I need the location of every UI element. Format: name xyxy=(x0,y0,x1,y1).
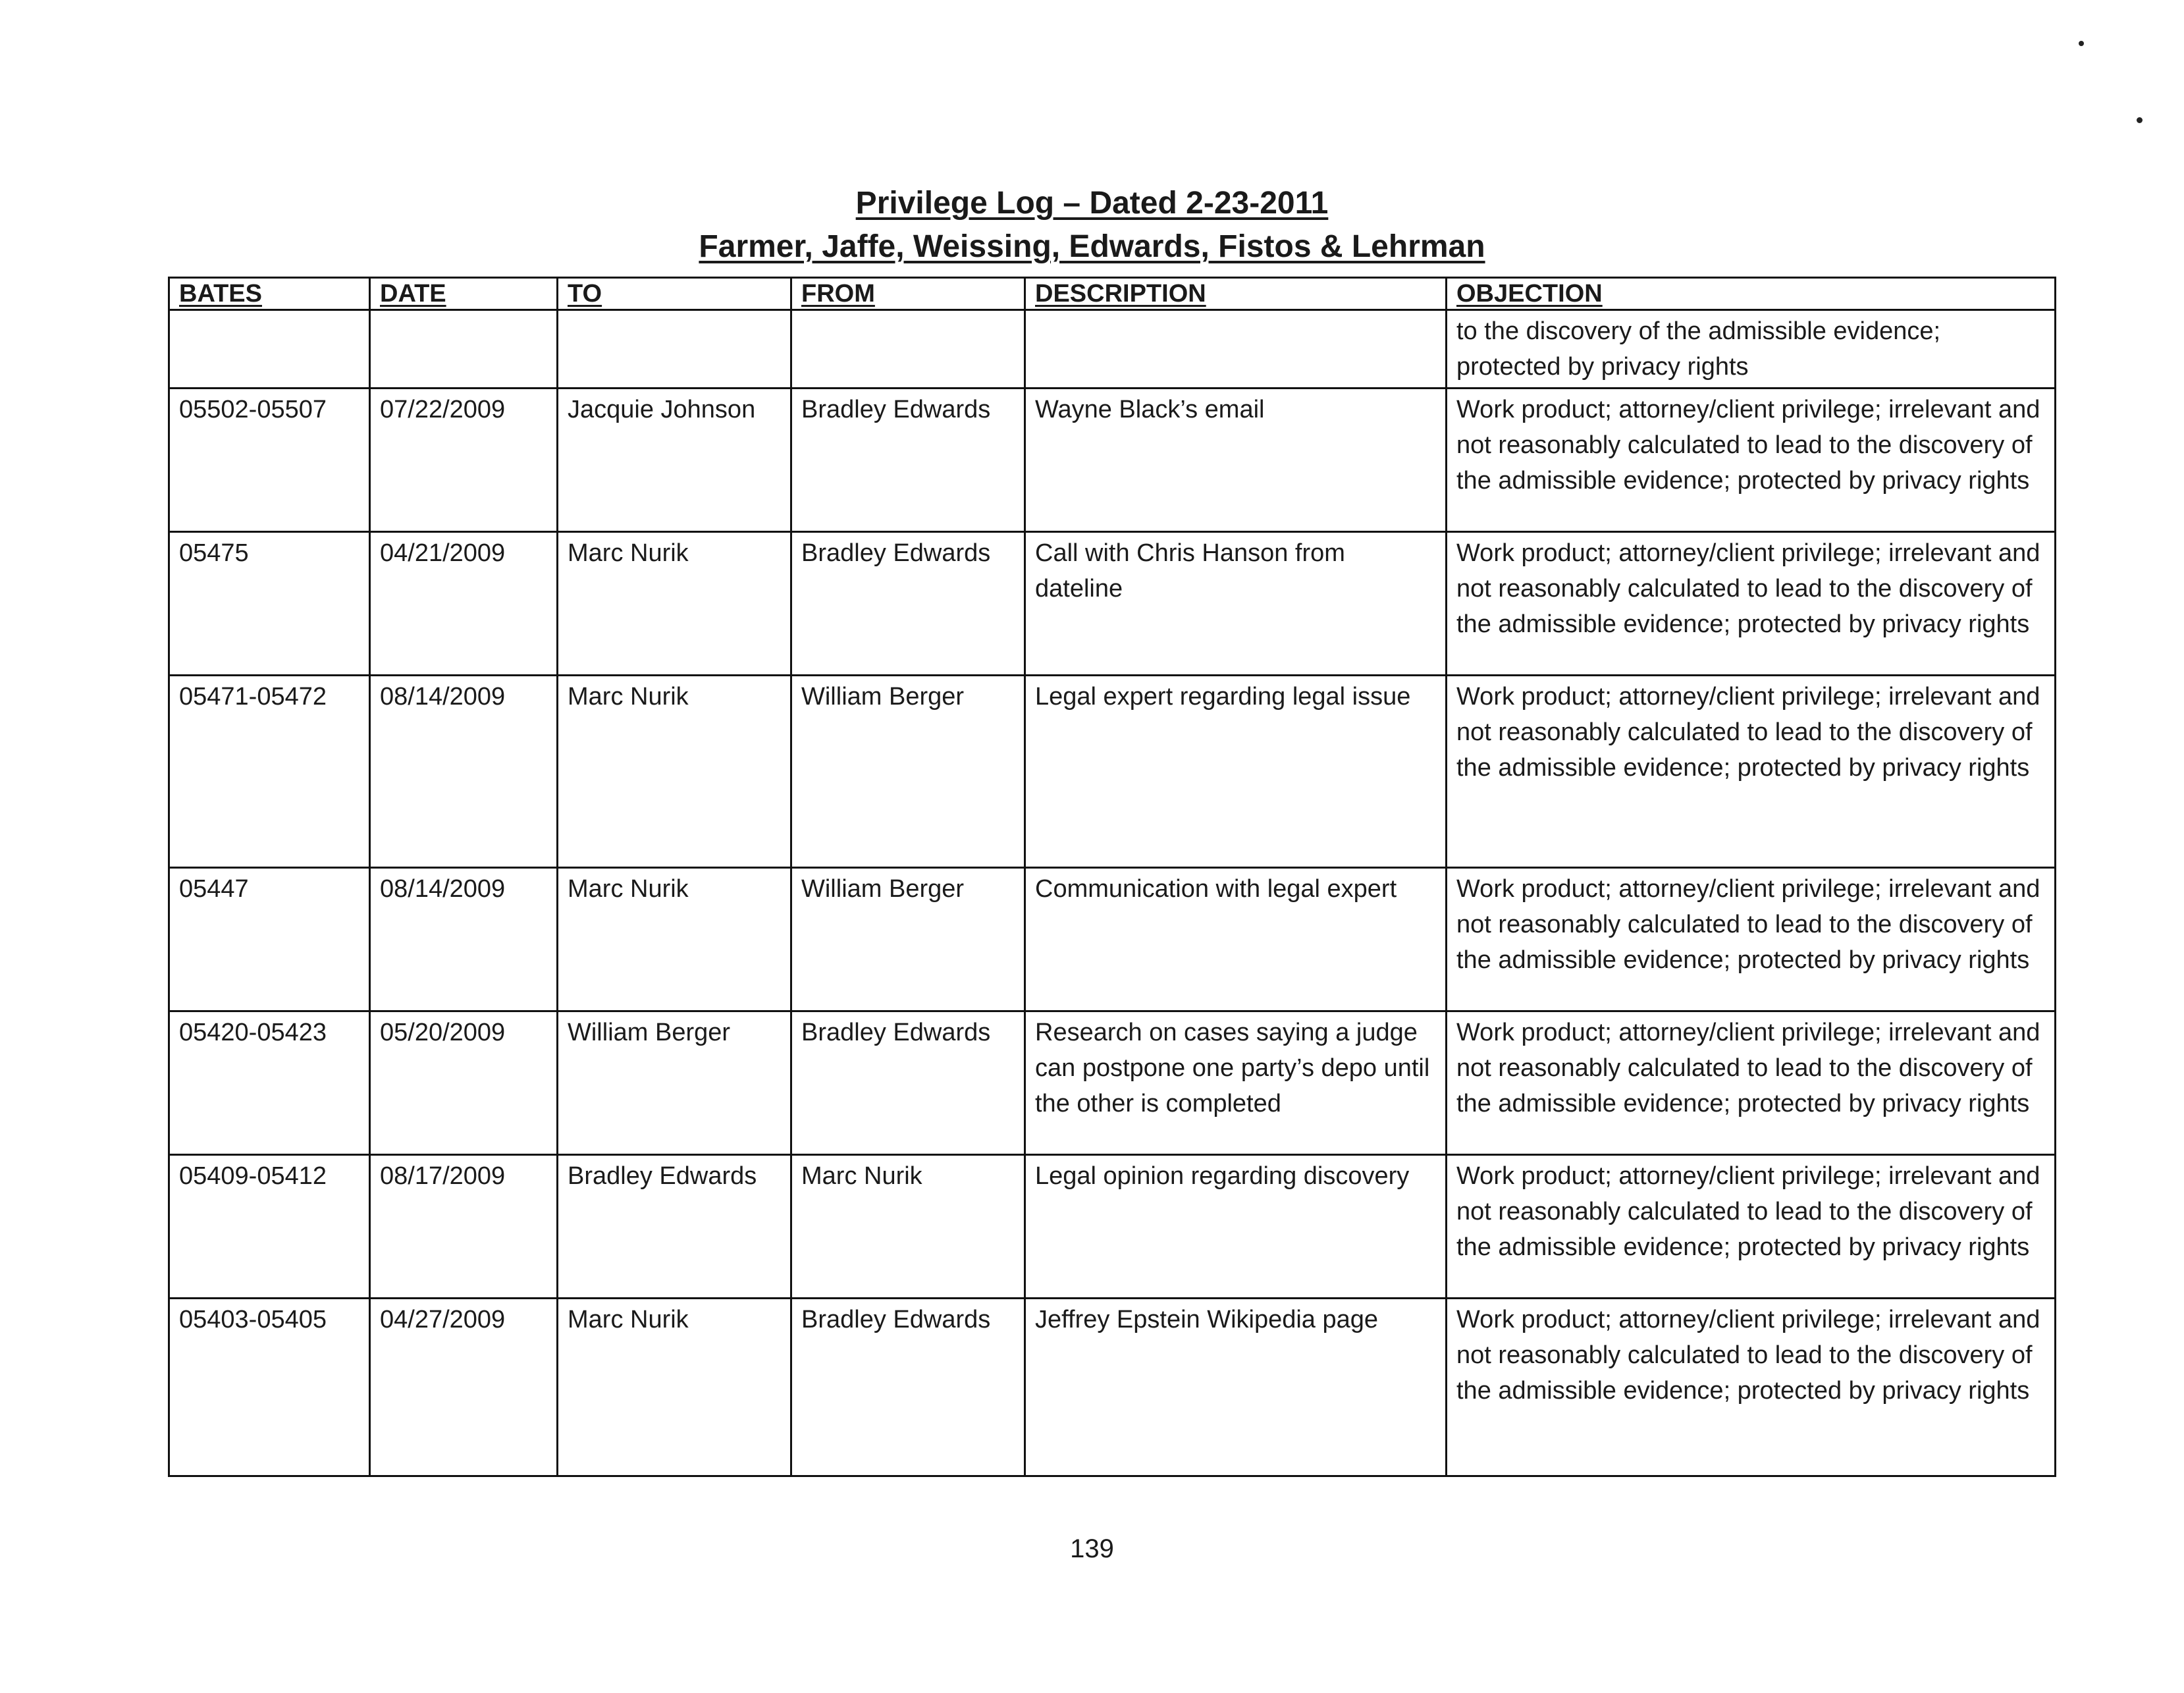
cell-from xyxy=(791,310,1025,389)
table-row xyxy=(169,532,2056,676)
column-header-date: DATE xyxy=(370,278,558,310)
cell-from: Bradley Edwards xyxy=(791,1299,1025,1476)
page-number: 139 xyxy=(1070,1534,1114,1563)
cell-description: Jeffrey Epstein Wikipedia page xyxy=(1025,1299,1447,1476)
cell-date: 04/21/2009 xyxy=(370,532,558,676)
table-row xyxy=(169,676,2056,868)
title-line-2: Farmer, Jaffe, Weissing, Edwards, Fistos & Lehrman xyxy=(699,229,1485,264)
cell-from: William Berger xyxy=(791,676,1025,868)
column-header-objection: OBJECTION xyxy=(1447,278,2056,310)
scan-speck xyxy=(2079,41,2084,46)
cell-bates xyxy=(169,310,370,389)
column-header-to: TO xyxy=(558,278,791,310)
cell-bates: 05502-05507 xyxy=(169,389,370,532)
cell-from: Marc Nurik xyxy=(791,1155,1025,1299)
table-row xyxy=(169,389,2056,532)
cell-date: 08/17/2009 xyxy=(370,1155,558,1299)
cell-to: Jacquie Johnson xyxy=(558,389,791,532)
table-row xyxy=(169,1011,2056,1155)
cell-date xyxy=(370,310,558,389)
cell-description: Research on cases saying a judge can postpone one party’s depo until the other is completed xyxy=(1025,1011,1447,1155)
cell-to: William Berger xyxy=(558,1011,791,1155)
cell-objection: Work product; attorney/client privilege; irrelevant and not reasonably calculated to lead to the discovery of the admissible evidence; protected by privacy rights xyxy=(1447,532,2056,676)
cell-to: Marc Nurik xyxy=(558,676,791,868)
cell-objection: Work product; attorney/client privilege; irrelevant and not reasonably calculated to lead to the discovery of the admissible evidence; protected by privacy rights xyxy=(1447,389,2056,532)
cell-to: Marc Nurik xyxy=(558,1299,791,1476)
cell-description xyxy=(1025,310,1447,389)
table-row xyxy=(169,1299,2056,1476)
table-row xyxy=(169,310,2056,389)
cell-objection: Work product; attorney/client privilege; irrelevant and not reasonably calculated to lead to the discovery of the admissible evidence; protected by privacy rights xyxy=(1447,1299,2056,1476)
table-header-row xyxy=(169,278,2056,310)
document-title xyxy=(0,182,2184,269)
column-header-from: FROM xyxy=(791,278,1025,310)
cell-from: Bradley Edwards xyxy=(791,532,1025,676)
title-line-1: Privilege Log – Dated 2-23-2011 xyxy=(855,186,1329,221)
column-header-description: DESCRIPTION xyxy=(1025,278,1447,310)
cell-description: Wayne Black’s email xyxy=(1025,389,1447,532)
cell-from: Bradley Edwards xyxy=(791,389,1025,532)
cell-description: Legal opinion regarding discovery xyxy=(1025,1155,1447,1299)
cell-description: Call with Chris Hanson from dateline xyxy=(1025,532,1447,676)
cell-description: Legal expert regarding legal issue xyxy=(1025,676,1447,868)
cell-from: Bradley Edwards xyxy=(791,1011,1025,1155)
cell-objection: to the discovery of the admissible evidence; protected by privacy rights xyxy=(1447,310,2056,389)
column-header-bates: BATES xyxy=(169,278,370,310)
table-row xyxy=(169,1155,2056,1299)
table-row xyxy=(169,868,2056,1011)
cell-date: 04/27/2009 xyxy=(370,1299,558,1476)
cell-to xyxy=(558,310,791,389)
cell-to: Marc Nurik xyxy=(558,532,791,676)
cell-bates: 05447 xyxy=(169,868,370,1011)
cell-from: William Berger xyxy=(791,868,1025,1011)
cell-date: 07/22/2009 xyxy=(370,389,558,532)
cell-bates: 05403-05405 xyxy=(169,1299,370,1476)
cell-bates: 05471-05472 xyxy=(169,676,370,868)
cell-bates: 05420-05423 xyxy=(169,1011,370,1155)
cell-objection: Work product; attorney/client privilege; irrelevant and not reasonably calculated to lead to the discovery of the admissible evidence; protected by privacy rights xyxy=(1447,868,2056,1011)
cell-bates: 05409-05412 xyxy=(169,1155,370,1299)
cell-date: 08/14/2009 xyxy=(370,868,558,1011)
cell-to: Marc Nurik xyxy=(558,868,791,1011)
cell-objection: Work product; attorney/client privilege; irrelevant and not reasonably calculated to lead to the discovery of the admissible evidence; protected by privacy rights xyxy=(1447,1011,2056,1155)
cell-date: 05/20/2009 xyxy=(370,1011,558,1155)
cell-objection: Work product; attorney/client privilege; irrelevant and not reasonably calculated to lead to the discovery of the admissible evidence; protected by privacy rights xyxy=(1447,676,2056,868)
cell-objection: Work product; attorney/client privilege; irrelevant and not reasonably calculated to lead to the discovery of the admissible evidence; protected by privacy rights xyxy=(1447,1155,2056,1299)
privilege-log-table xyxy=(168,277,2056,1477)
cell-date: 08/14/2009 xyxy=(370,676,558,868)
cell-to: Bradley Edwards xyxy=(558,1155,791,1299)
scan-speck xyxy=(2137,117,2143,123)
cell-description: Communication with legal expert xyxy=(1025,868,1447,1011)
cell-bates: 05475 xyxy=(169,532,370,676)
